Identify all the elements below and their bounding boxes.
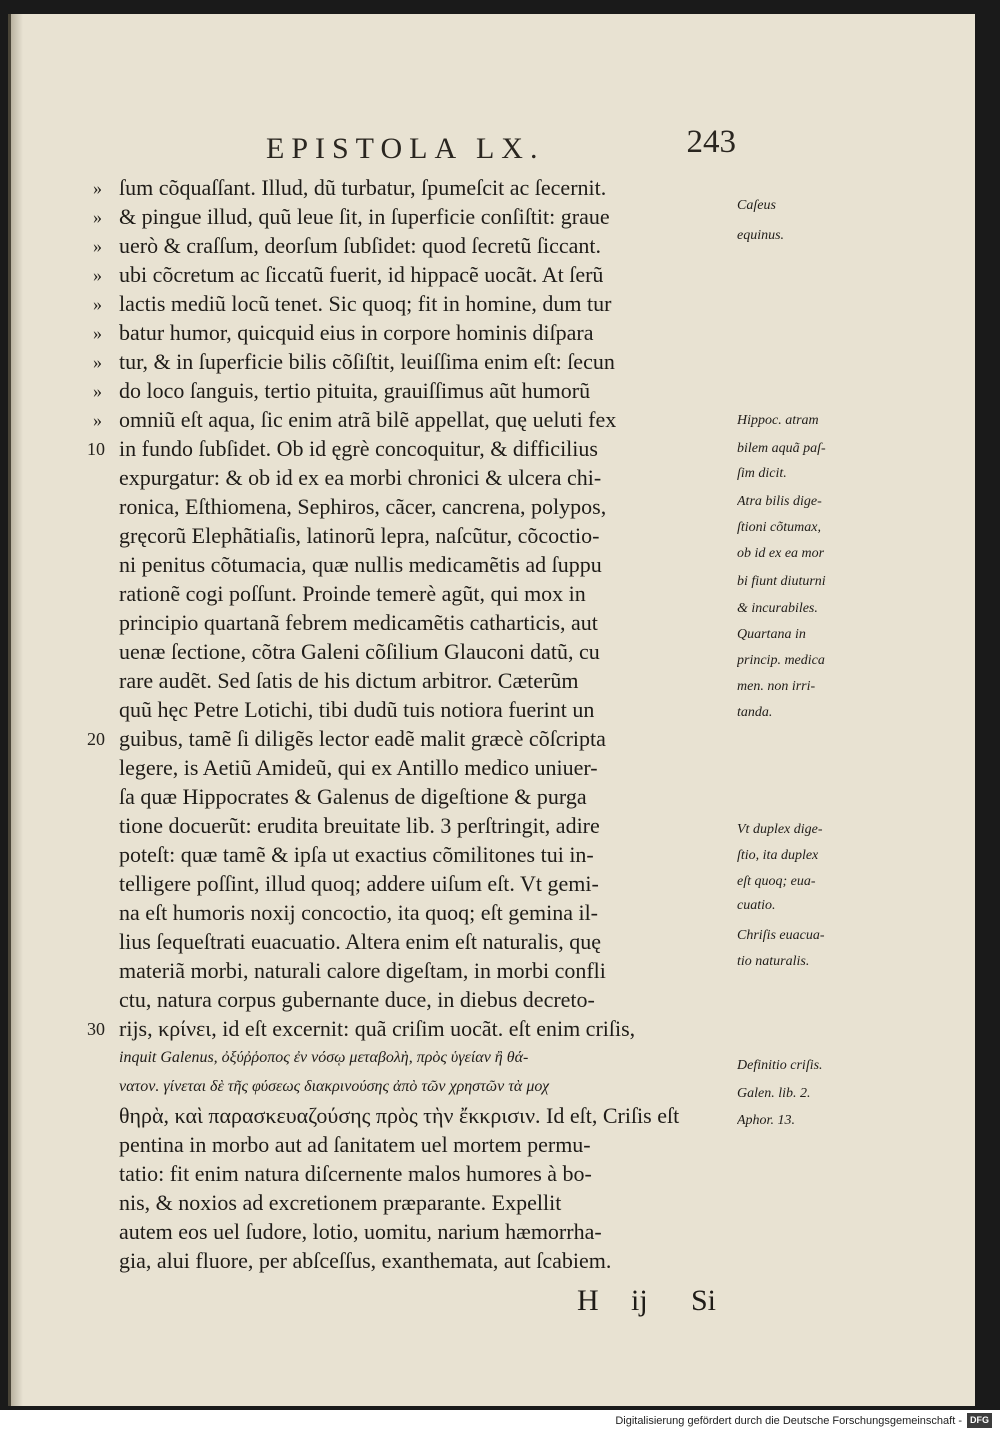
text-line: omniũ eſt aqua, ſic enim atrã bilẽ appellat, quę ueluti fex xyxy=(119,407,617,432)
dfg-logo-icon: DFG xyxy=(967,1413,992,1428)
quote-mark: » xyxy=(93,265,102,285)
marginal-note: Aphor. 13. xyxy=(737,1113,795,1128)
text-line: poteſt: quæ tamẽ & ipſa ut exactius cõmilitones tui in- xyxy=(119,842,594,867)
text-line: tur, & in ſuperficie bilis cõſiſtit, leuiſſima enim eſt: ſecun xyxy=(119,349,615,374)
text-line: na eſt humoris noxij concoctio, ita quoq; eſt gemina il- xyxy=(119,900,599,925)
text-line: tione docuerũt: erudita breuitate lib. 3 perſtringit, adire xyxy=(119,813,600,838)
digitization-footer xyxy=(0,1410,1000,1432)
line-number: 10 xyxy=(87,439,105,459)
text-line: inquit Galenus, ὀξύῤῥοπος ἐν νόσῳ μεταβολὴ, πρὸς ὑγείαν ἢ θά- xyxy=(119,1049,529,1066)
text-line: lactis mediũ locũ tenet. Sic quoq; fit in homine, dum tur xyxy=(119,291,612,316)
quote-mark: » xyxy=(93,236,102,256)
marginal-note: men. non irri- xyxy=(737,679,816,694)
text-line: telligere poſſint, illud quoq; addere uiſum eſt. Vt gemi- xyxy=(119,871,599,896)
text-line: pentina in morbo aut ad ſanitatem uel mortem permu- xyxy=(119,1132,591,1157)
text-line: gręcorũ Elephãtiaſis, latinorũ lepra, naſcũtur, cõcoctio- xyxy=(119,523,600,548)
book-page xyxy=(8,14,975,1406)
footer-credit: Digitalisierung gefördert durch die Deutsche Forschungsgemeinschaft - xyxy=(615,1415,962,1427)
text-line: expurgatur: & ob id ex ea morbi chronici & ulcera chi- xyxy=(119,465,602,490)
text-line: legere, is Aetiũ Amideũ, qui ex Antillo medico uniuer- xyxy=(119,755,598,780)
text-line: quũ hęc Petre Lotichi, tibi dudũ tuis notiora fuerint un xyxy=(119,697,595,722)
text-line: ſum cõquaſſant. Illud, dũ turbatur, ſpumeſcit ac ſecernit. xyxy=(119,175,607,200)
quote-mark: » xyxy=(93,410,102,430)
marginal-note: tio naturalis. xyxy=(737,954,810,969)
text-line: batur humor, quicquid eius in corpore hominis diſpara xyxy=(119,320,594,345)
text-line: uerò & craſſum, deorſum ſubſidet: quod ſecretũ ſiccant. xyxy=(119,233,602,258)
quote-mark: » xyxy=(93,352,102,372)
text-line: ni penitus cõtumacia, quæ nullis medicamẽtis ad ſuppu xyxy=(119,552,602,577)
marginal-note: Galen. lib. 2. xyxy=(737,1086,811,1101)
page-number: 243 xyxy=(686,124,736,160)
header-title: EPISTOLA LX. xyxy=(266,132,545,165)
marginal-note: Definitio criſis. xyxy=(737,1058,823,1073)
text-line: νατον. γίνεται δὲ τῆς φύσεως διακρινούσης ἀπὸ τῶν χρηστῶν τὰ μοχ xyxy=(119,1078,550,1095)
text-line: ſa quæ Hippocrates & Galenus de digeſtione & purga xyxy=(119,784,587,809)
signature-number: ij xyxy=(631,1284,648,1317)
text-line: nis, & noxios ad excretionem præparante. Expellit xyxy=(119,1190,562,1215)
quote-mark: » xyxy=(93,381,102,401)
text-line: autem eos uel ſudore, lotio, uomitu, narium hæmorrha- xyxy=(119,1219,602,1244)
marginal-note: Hippoc. atram xyxy=(737,413,819,428)
text-line: ronica, Eſthiomena, Sephiros, cãcer, cancrena, polypos, xyxy=(119,494,607,519)
marginal-note: Atra bilis dige- xyxy=(737,494,822,509)
marginal-note: Vt duplex dige- xyxy=(737,822,823,837)
line-number: 30 xyxy=(87,1019,105,1039)
marginal-note: ſtioni cõtumax, xyxy=(737,520,821,535)
running-header xyxy=(266,124,736,164)
marginal-note: ſtio, ita duplex xyxy=(737,848,819,863)
text-line: lius ſequeſtrati euacuatio. Altera enim eſt naturalis, quę xyxy=(119,929,602,954)
text-line: ctu, natura corpus gubernante duce, in diebus decreto- xyxy=(119,987,595,1012)
text-line: rare audẽt. Sed ſatis de his dictum arbitror. Cæterũm xyxy=(119,668,579,693)
text-line: tatio: fit enim natura diſcernente malos humores à bo- xyxy=(119,1161,592,1186)
text-line: materiã morbi, naturali calore digeſtam, in morbi confli xyxy=(119,958,606,983)
quote-mark: » xyxy=(93,294,102,314)
marginal-note: cuatio. xyxy=(737,898,776,913)
text-line: guibus, tamẽ ſi diligẽs lector eadẽ malit græcè cõſcripta xyxy=(119,726,606,751)
marginal-note: Quartana in xyxy=(737,627,806,642)
marginal-note: Chriſis euacua- xyxy=(737,928,825,943)
text-line: ubi cõcretum ac ſiccatũ fuerit, id hippacẽ uocãt. At ſerũ xyxy=(119,262,604,287)
marginal-note: ob id ex ea mor xyxy=(737,546,825,561)
marginal-note: eſt quoq; eua- xyxy=(737,874,816,889)
text-line: gia, alui fluore, per abſceſſus, exanthemata, aut ſcabiem. xyxy=(119,1248,612,1273)
text-line: in fundo ſubſidet. Ob id ęgrè concoquitur, & difficilius xyxy=(119,436,598,461)
text-line: & pingue illud, quũ leue ſit, in ſuperficie conſiſtit: graue xyxy=(119,204,610,229)
text-line: principio quartanã febrem medicamẽtis catharticis, aut xyxy=(119,610,598,635)
text-line: rijs, κρίνει, id eſt excernit: quã criſim uocãt. eſt enim criſis, xyxy=(119,1016,636,1041)
text-line: θηρὰ, καὶ παρασκευαζούσης πρὸς τὴν ἔκκρισιν. Id eſt, Criſis eſt xyxy=(119,1103,680,1128)
line-number: 20 xyxy=(87,729,105,749)
marginal-note: & incurabiles. xyxy=(737,601,818,616)
signature-mark: H xyxy=(577,1284,599,1317)
marginal-note: tanda. xyxy=(737,705,773,720)
quote-mark: » xyxy=(93,178,102,198)
text-line: do loco ſanguis, tertio pituita, grauiſſimus aũt humorũ xyxy=(119,378,591,403)
marginal-note: princip. medica xyxy=(737,653,825,668)
catchword: Si xyxy=(691,1284,717,1317)
marginal-note: Caſeus xyxy=(737,198,776,213)
marginal-note: equinus. xyxy=(737,228,785,243)
marginal-note: bi fiunt diuturni xyxy=(737,574,826,589)
text-line: uenæ ſectione, cõtra Galeni cõſilium Glauconi datũ, cu xyxy=(119,639,600,664)
marginal-note: bilem aquã paſ- xyxy=(737,441,826,456)
quote-mark: » xyxy=(93,207,102,227)
text-line: rationẽ cogi poſſunt. Proinde temerè agũt, qui mox in xyxy=(119,581,586,606)
quote-mark: » xyxy=(93,323,102,343)
marginal-note: ſim dicit. xyxy=(737,466,787,481)
